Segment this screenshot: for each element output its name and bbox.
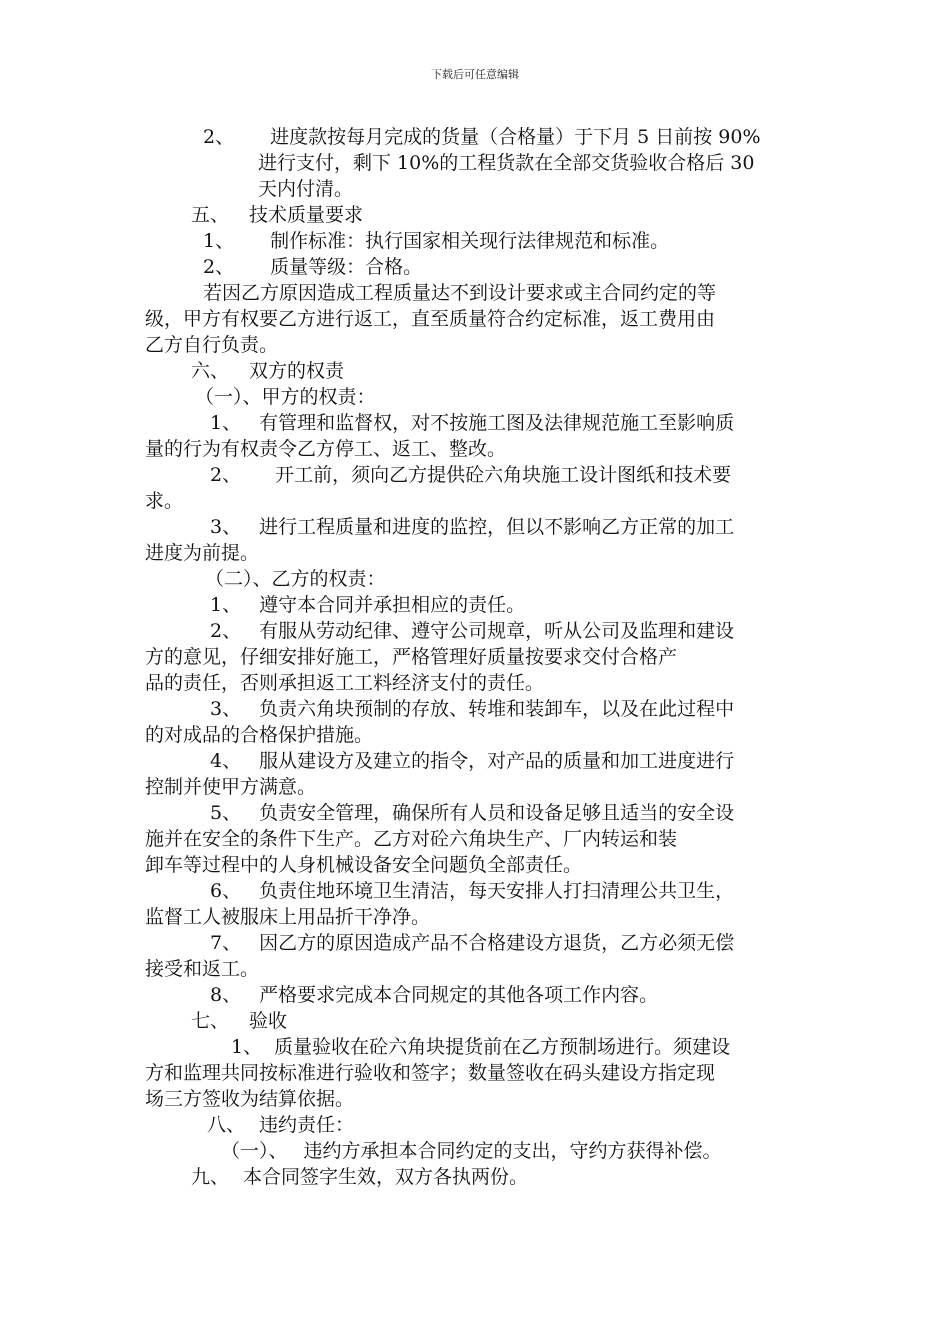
text-line	[145, 228, 817, 254]
text-line	[145, 904, 817, 930]
item-number: 1、	[210, 412, 242, 434]
line-text: 负责安全管理，确保所有人员和设备足够且适当的安全设	[259, 802, 735, 824]
item-number: 2、	[210, 620, 242, 642]
line-text: 品的责任，否则承担返工工料经济支付的责任。	[145, 672, 545, 694]
text-line	[145, 332, 817, 358]
item-number: 2、	[210, 464, 242, 486]
text-line	[145, 566, 817, 592]
line-text: 进行工程质量和进度的监控，但以不影响乙方正常的加工	[259, 516, 735, 538]
text-line	[145, 410, 817, 436]
text-line	[145, 956, 817, 982]
text-line	[145, 774, 817, 800]
text-line	[145, 618, 817, 644]
line-text: 有服从劳动纪律、遵守公司规章，听从公司及监理和建设	[259, 620, 735, 642]
text-line	[145, 384, 817, 410]
item-number: 8、	[210, 984, 242, 1006]
line-text: 因乙方的原因造成产品不合格建设方退货，乙方必须无偿	[259, 932, 735, 954]
text-line	[145, 280, 817, 306]
item-number: 4、	[210, 750, 242, 772]
line-text: 接受和返工。	[145, 958, 260, 980]
text-line	[145, 644, 817, 670]
text-line	[145, 1086, 817, 1112]
item-number: 7、	[210, 932, 242, 954]
line-text: 量的行为有权责令乙方停工、返工、整改。	[145, 438, 507, 460]
item-number: （一）、	[221, 1140, 288, 1162]
item-number: 6、	[210, 880, 242, 902]
line-text: 进度款按每月完成的货量（合格量）于下月 5 日前按 90%	[270, 126, 761, 148]
item-number: 2、	[203, 126, 235, 148]
line-text: 本合同签字生效，双方各执两份。	[243, 1166, 529, 1188]
line-text: 施并在安全的条件下生产。乙方对砼六角块生产、厂内转运和装	[145, 828, 678, 850]
text-line	[145, 1138, 817, 1164]
text-line	[145, 202, 817, 228]
text-line	[145, 930, 817, 956]
text-line	[145, 800, 817, 826]
line-text: 乙方自行负责。	[145, 334, 279, 356]
line-text: 场三方签收为结算依据。	[145, 1088, 355, 1110]
text-line	[145, 254, 817, 280]
text-line	[145, 852, 817, 878]
line-text: 制作标准：执行国家相关现行法律规范和标准。	[270, 230, 670, 252]
text-line	[145, 1164, 817, 1190]
item-number: 2、	[203, 256, 235, 278]
item-number: 七、	[191, 1010, 230, 1032]
line-text: 违约方承担本合同约定的支出，守约方获得补偿。	[303, 1140, 722, 1162]
line-text: 若因乙方原因造成工程质量达不到设计要求或主合同约定的等	[203, 282, 717, 304]
text-line	[145, 488, 817, 514]
line-text: 遵守本合同并承担相应的责任。	[259, 594, 526, 616]
line-text: （二）、乙方的权责：	[205, 568, 386, 590]
line-text: 双方的权责	[249, 360, 345, 382]
text-line	[145, 514, 817, 540]
text-line	[145, 982, 817, 1008]
line-text: 服从建设方及建立的指令，对产品的质量和加工进度进行	[259, 750, 735, 772]
item-number: 1、	[210, 594, 242, 616]
line-text: （一）、甲方的权责：	[195, 386, 376, 408]
line-text: 控制并使甲方满意。	[145, 776, 317, 798]
text-line	[145, 878, 817, 904]
text-line	[145, 1008, 817, 1034]
text-line	[145, 540, 817, 566]
text-line	[145, 462, 817, 488]
line-text: 求。	[145, 490, 184, 512]
contract-body	[145, 124, 817, 1190]
text-line	[145, 1034, 817, 1060]
line-text: 方的意见，仔细安排好施工，严格管理好质量按要求交付合格产	[145, 646, 678, 668]
text-line	[145, 124, 817, 150]
text-line	[145, 1112, 817, 1138]
line-text: 严格要求完成本合同规定的其他各项工作内容。	[259, 984, 659, 1006]
text-line	[145, 306, 817, 332]
item-number: 3、	[210, 698, 242, 720]
text-line	[145, 592, 817, 618]
text-line	[145, 436, 817, 462]
text-line	[145, 670, 817, 696]
line-text: 监督工人被服床上用品折干净净。	[145, 906, 431, 928]
page-header: 下载后可任意编辑	[431, 68, 519, 81]
item-number: 五、	[191, 204, 230, 226]
text-line	[145, 1060, 817, 1086]
item-number: 八、	[207, 1114, 246, 1136]
line-text: 负责六角块预制的存放、转堆和装卸车，以及在此过程中	[259, 698, 735, 720]
line-text: 技术质量要求	[249, 204, 364, 226]
text-line	[145, 696, 817, 722]
line-text: 违约责任：	[259, 1114, 355, 1136]
text-line	[145, 722, 817, 748]
item-number: 3、	[210, 516, 242, 538]
item-number: 5、	[210, 802, 242, 824]
text-line	[145, 176, 817, 202]
line-text: 负责住地环境卫生清洁，每天安排人打扫清理公共卫生，	[259, 880, 735, 902]
line-text: 级，甲方有权要乙方进行返工，直至质量符合约定标准，返工费用由	[145, 308, 716, 330]
line-text: 验收	[249, 1010, 288, 1032]
text-line	[145, 358, 817, 384]
text-line	[145, 150, 817, 176]
item-number: 1、	[231, 1036, 263, 1058]
line-text: 方和监理共同按标准进行验收和签字；数量签收在码头建设方指定现	[145, 1062, 716, 1084]
line-text: 的对成品的合格保护措施。	[145, 724, 374, 746]
line-text: 质量等级：合格。	[270, 256, 423, 278]
text-line	[145, 826, 817, 852]
item-number: 1、	[203, 230, 235, 252]
line-text: 进度为前提。	[145, 542, 260, 564]
line-text: 进行支付，剩下 10%的工程货款在全部交货验收合格后 30	[258, 152, 755, 174]
item-number: 六、	[191, 360, 230, 382]
text-line	[145, 748, 817, 774]
line-text: 有管理和监督权，对不按施工图及法律规范施工至影响质	[259, 412, 735, 434]
line-text: 卸车等过程中的人身机械设备安全问题负全部责任。	[145, 854, 583, 876]
line-text: 质量验收在砼六角块提货前在乙方预制场进行。须建设	[274, 1036, 731, 1058]
line-text: 开工前，须向乙方提供砼六角块施工设计图纸和技术要	[275, 464, 732, 486]
line-text: 天内付清。	[258, 178, 354, 200]
item-number: 九、	[191, 1166, 230, 1188]
